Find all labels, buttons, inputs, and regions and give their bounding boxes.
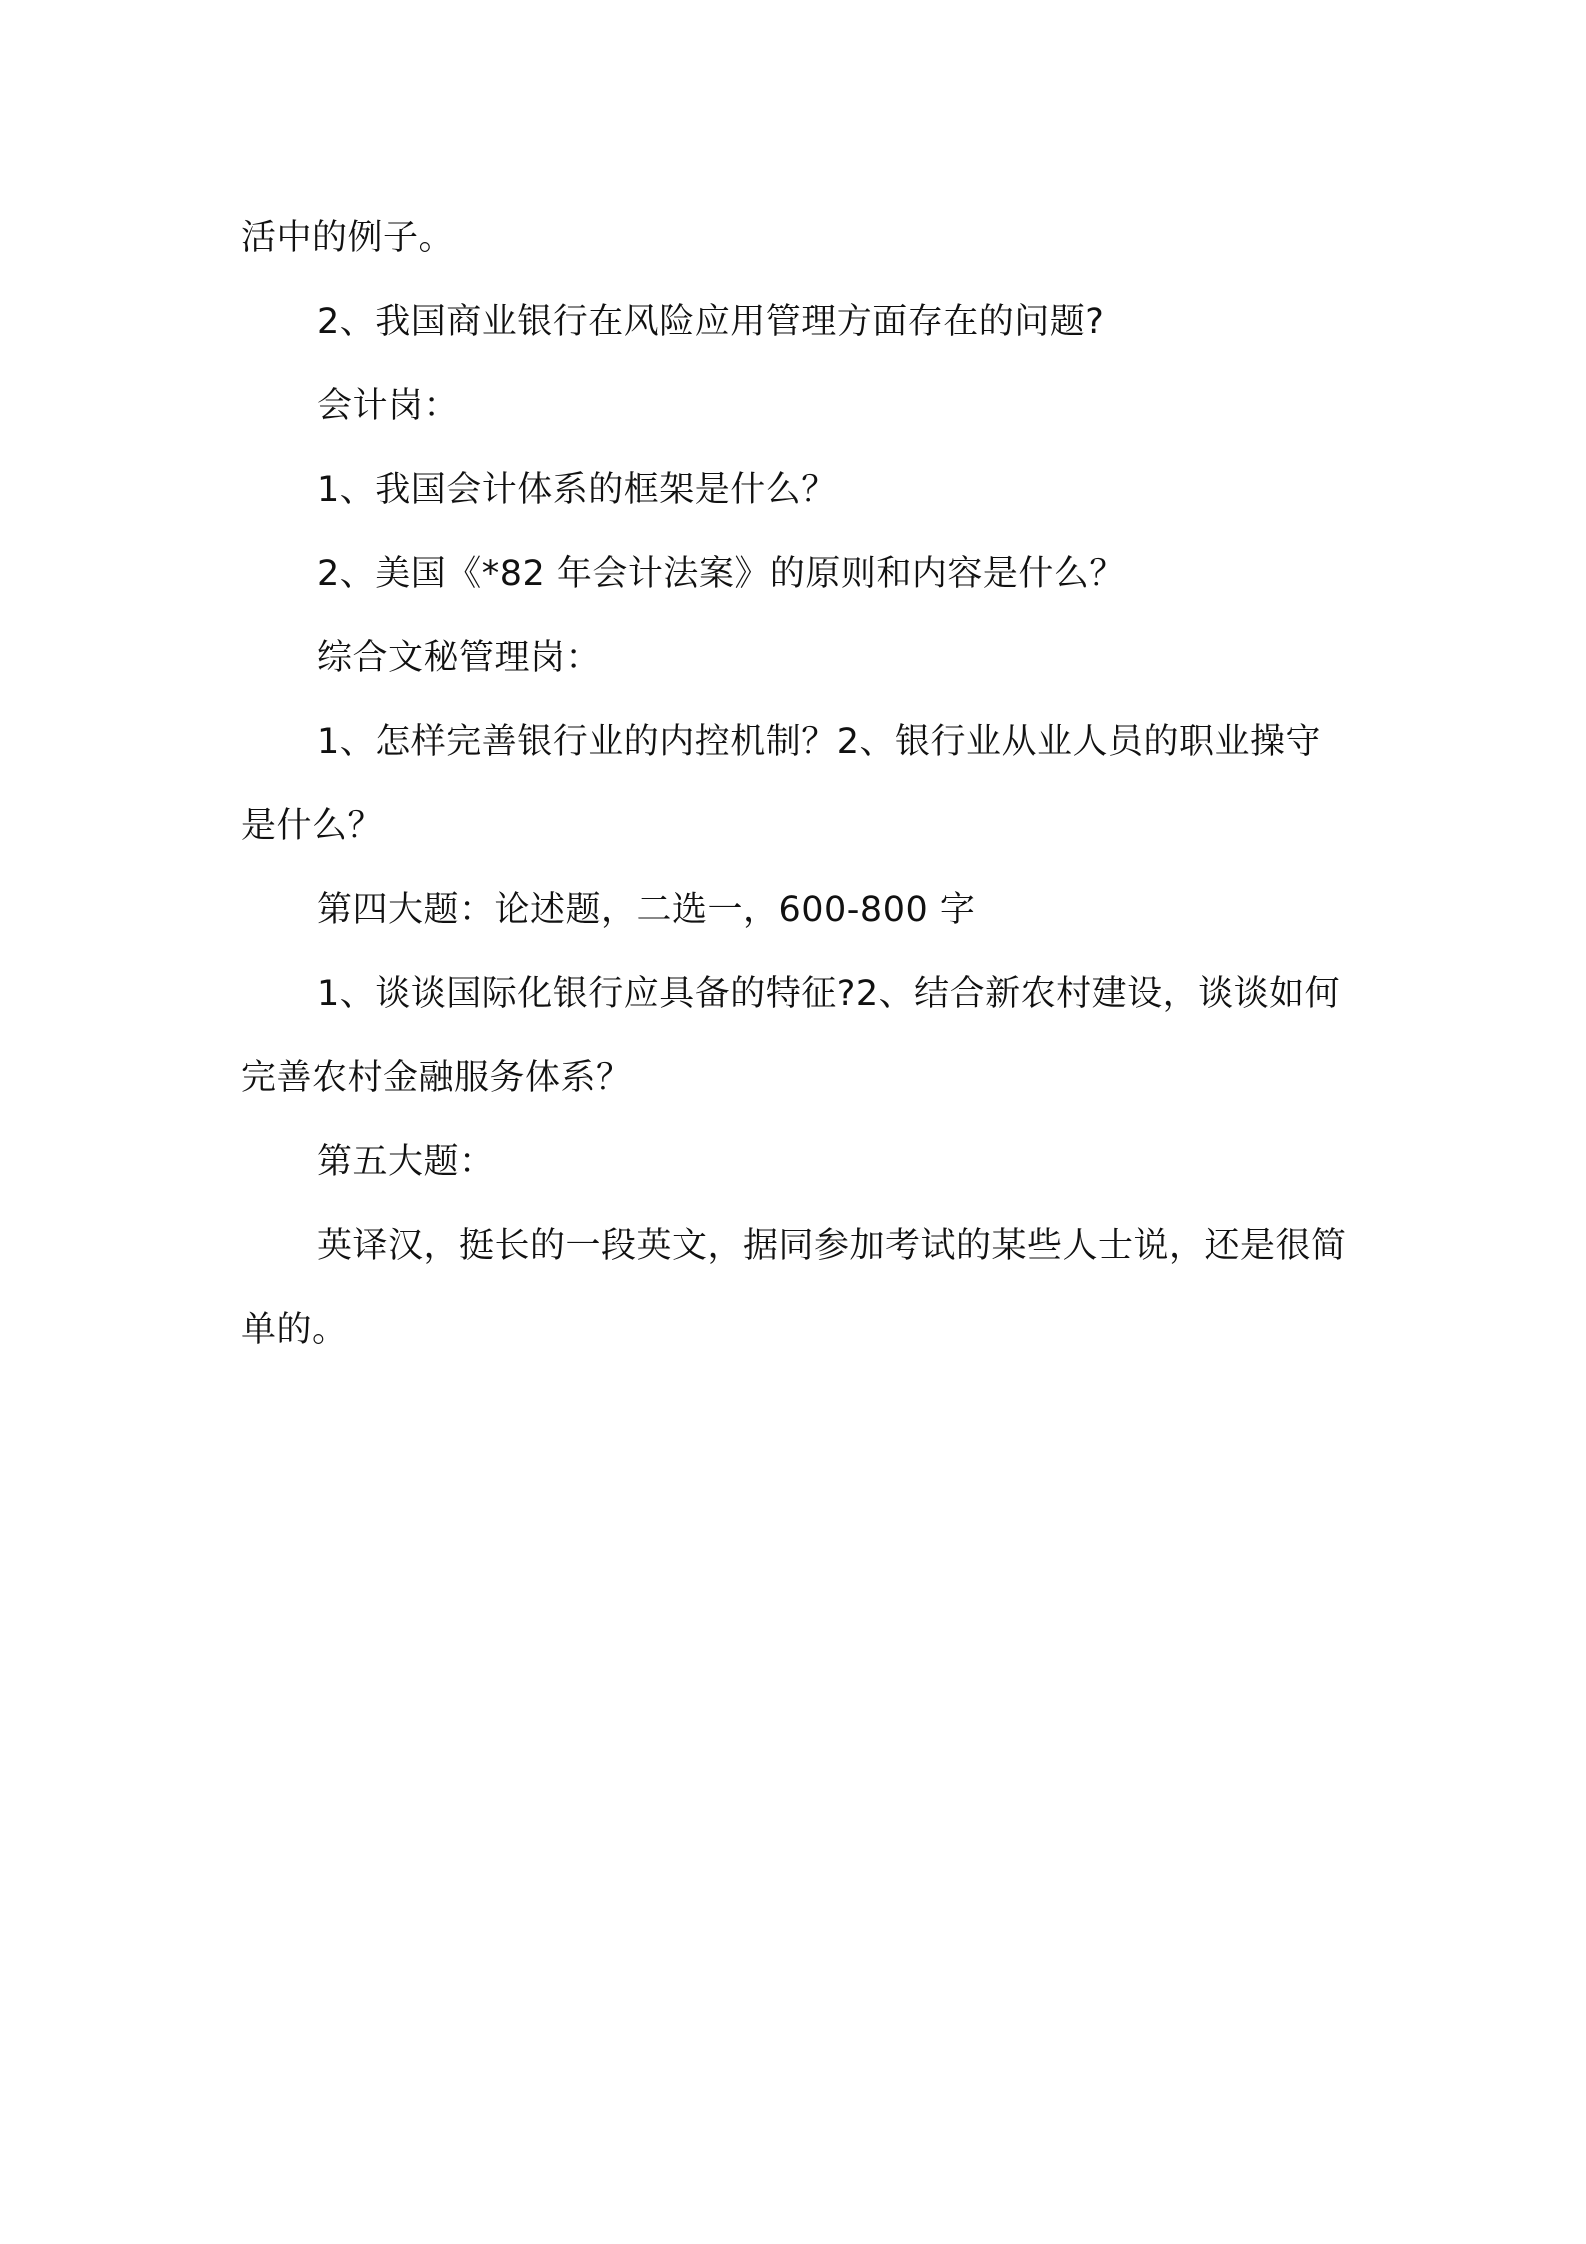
paragraph-question-accounting-act: 2、美国《*82 年会计法案》的原则和内容是什么？ (317, 554, 1125, 594)
paragraph-continuation: 活中的例子。 (241, 218, 455, 258)
document-body (241, 196, 1351, 1372)
paragraph-question-risk-management: 2、我国商业银行在风险应用管理方面存在的问题? (317, 302, 1105, 342)
section-heading-secretarial: 综合文秘管理岗： (317, 638, 602, 678)
section-heading-part-four: 第四大题：论述题，二选一，600-800 字 (317, 890, 976, 930)
section-heading-accounting: 会计岗： (317, 386, 460, 426)
paragraph-question-essay: 1、谈谈国际化银行应具备的特征?2、结合新农村建设，谈谈如何完善农村金融服务体系？ (241, 974, 1341, 1098)
section-heading-part-five: 第五大题： (317, 1142, 495, 1182)
paragraph-question-accounting-framework: 1、我国会计体系的框架是什么？ (317, 470, 837, 510)
paragraph-question-internal-control: 1、怎样完善银行业的内控机制？2、银行业从业人员的职业操守是什么？ (241, 722, 1322, 846)
paragraph-translation-note: 英译汉，挺长的一段英文，据同参加考试的某些人士说，还是很简单的。 (241, 1226, 1347, 1350)
